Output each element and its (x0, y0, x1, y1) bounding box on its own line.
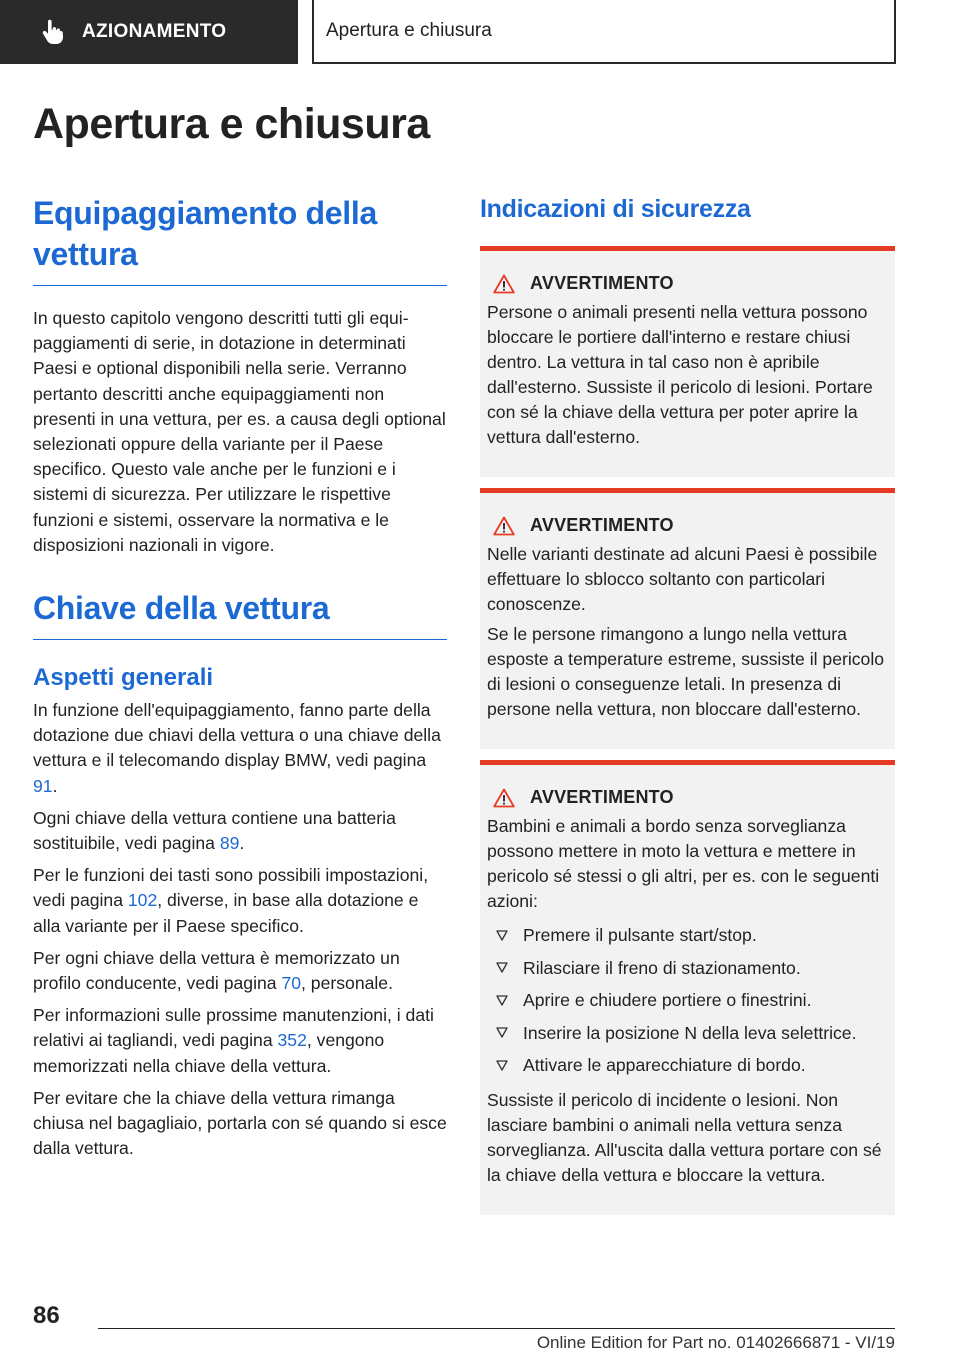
page-link-102[interactable]: 102 (127, 890, 158, 911)
triangle-bullet-icon (487, 930, 523, 941)
warning-text: Nelle varianti destinate ad alcuni Paesi è possibile effettuare lo sblocco soltanto con particolari conoscenze. (487, 544, 878, 614)
warning-action-list (487, 919, 888, 1082)
chapter-label: Apertura e chiusura (326, 20, 492, 41)
triangle-bullet-icon (487, 995, 523, 1006)
right-column (480, 193, 895, 1226)
warning-text: Persone o animali presenti nella vettura possono bloccare le portiere dall'interno e restare chiusi dentro. La vettura in tal caso non è apribile dall'esterno. Sussiste il pericolo di lesioni. Portare con sé la chiave della vettura per poter aprire la vettura dall'esterno. (487, 302, 873, 447)
triangle-bullet-icon (487, 1027, 523, 1038)
page-link-89[interactable]: 89 (219, 833, 240, 854)
section-label: AZIONAMENTO (82, 21, 227, 42)
key-paragraph-2: Ogni chiave della vettura contiene una batteria sostituibile, vedi pagina 89. (33, 807, 396, 854)
chapter-header (312, 0, 896, 64)
list-item: Aprire e chiudere portiere o finestrini. (487, 984, 888, 1017)
page-link-91[interactable]: 91 (33, 775, 53, 796)
list-item: Premere il pulsante start/stop. (487, 919, 888, 952)
key-paragraph-4: Per ogni chiave della vettura è memorizzato un profilo conducente, vedi pagina 70, personale. (33, 947, 400, 994)
warning-triangle-icon (493, 516, 515, 536)
warning-header (487, 273, 888, 294)
subheading-aspetti-generali: Aspetti generali (33, 664, 214, 692)
equipment-paragraph: In questo capitolo vengono descritti tutti gli equipaggiamenti di serie, in dotazione in determinati Paesi e optional disponibili nella serie. Verranno pertanto descritti anche equipaggiamenti non presenti in una vettura, per es. a causa degli optional selezionati oppure della variante per il Paese specifico. Questo vale anche per le funzioni e i sistemi di sicurezza. Per utilizzare le rispettive funzioni e sistemi, osservare la normativa e le disposizioni nazionali in vigore. (33, 308, 446, 555)
key-paragraph-3: Per le funzioni dei tasti sono possibili impostazioni, vedi pagina 102, diverse, in base alla dotazione e alla variante per il Paese specifico. (33, 865, 429, 936)
footer-edition: Online Edition for Part no. 01402666871 - VI/19 (536, 1333, 895, 1352)
page-number: 86 (33, 1302, 60, 1329)
warning-intro: Bambini e animali a bordo senza sorveglianza possono mettere in moto la vettura e mettere in pericolo sé stessi o gli altri, per es. con le seguenti azioni: (487, 816, 880, 911)
triangle-bullet-icon (487, 1060, 523, 1071)
warning-outro: Sussiste il pericolo di incidente o lesioni. Non lasciare bambini o animali nella vettura senza sorveglianza. All'uscita dalla vettura portare con sé la chiave della vettura e bloccare la vettura. (487, 1089, 882, 1185)
triangle-bullet-icon (487, 962, 523, 973)
page-link-70[interactable]: 70 (281, 973, 302, 994)
warning-title: AVVERTIMENTO (530, 787, 674, 807)
footer-divider (98, 1328, 895, 1329)
page-title: Apertura e chiusura (33, 100, 430, 148)
key-paragraph-6: Per evitare che la chiave della vettura rimanga chiusa nel bagagliaio, portarla con sé quando si esce dalla vettura. (33, 1087, 447, 1159)
heading-equipaggiamento: Equipaggiamento della vettura (33, 193, 447, 286)
warning-triangle-icon (493, 274, 515, 294)
warning-text: Se le persone rimangono a lungo nella vettura esposte a temperature estreme, sussiste il pericolo di lesioni o conseguenze letali. In presenza di persone nella vettura, non bloccare dall'esterno. (487, 624, 885, 719)
section-tab (0, 0, 298, 64)
page-link-352[interactable]: 352 (277, 1030, 307, 1051)
list-item: Inserire la posizione N della leva selettrice. (487, 1017, 888, 1050)
warning-title: AVVERTIMENTO (530, 273, 674, 293)
key-paragraph-5: Per informazioni sulle prossime manutenzioni, i dati relativi ai tagliandi, vedi pagina 352, vengono memorizzati nella chiave della vettura. (33, 1005, 434, 1076)
warning-triangle-icon (493, 788, 515, 808)
warning-header (487, 515, 888, 536)
list-item: Rilasciare il freno di stazionamento. (487, 952, 888, 985)
warning-box-2 (480, 488, 895, 749)
warning-title: AVVERTIMENTO (530, 515, 674, 535)
warning-box-1 (480, 246, 895, 477)
left-column (33, 193, 447, 1168)
list-item: Attivare le apparecchiature di bordo. (487, 1049, 888, 1082)
heading-indicazioni-sicurezza: Indicazioni di sicurezza (480, 195, 751, 223)
warning-header (487, 787, 888, 808)
hand-pointer-icon (40, 19, 64, 45)
key-paragraph-1: In funzione dell'equipaggiamento, fanno parte della dotazione due chiavi della vettura o una chiave della vettura e il telecomando display BMW, vedi pagina 91. (33, 700, 441, 796)
warning-box-3 (480, 760, 895, 1215)
heading-chiave: Chiave della vettura (33, 588, 447, 640)
